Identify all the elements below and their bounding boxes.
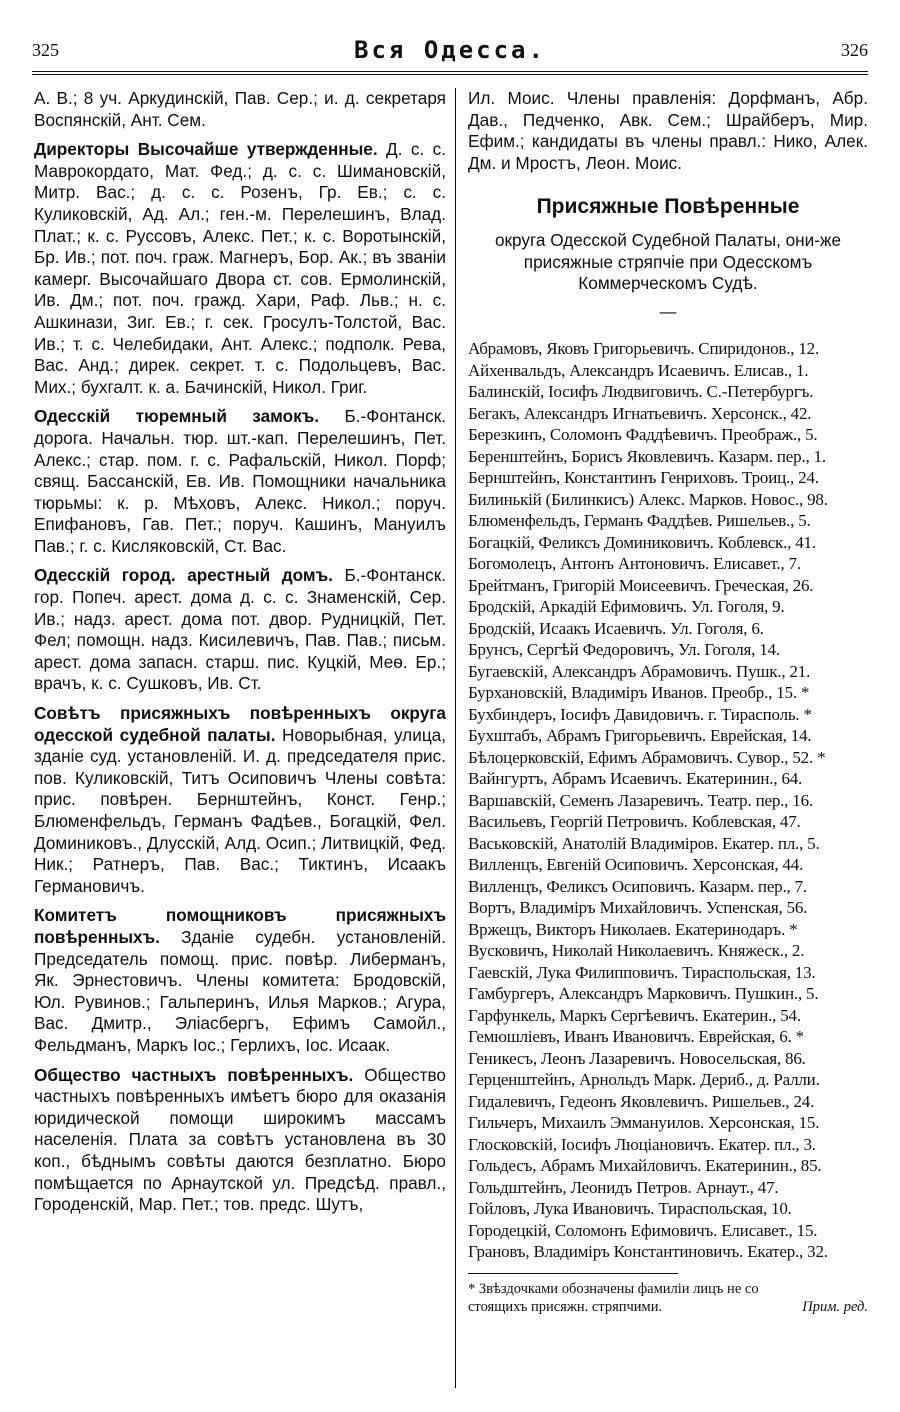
lawyer-entry: Городецкій, Соломонъ Ефимовичъ. Елисавет., 15.: [468, 1220, 818, 1240]
lawyer-entry: Вилленцъ, Евгеній Осиповичъ. Херсонская, 44.: [468, 855, 804, 875]
lawyer-entry: Васильевъ, Георгій Петровичъ. Коблевская, 47.: [468, 812, 801, 832]
lawyer-entry: Гольдесъ, Абрамъ Михайловичъ. Екатеринин., 85.: [468, 1156, 822, 1176]
lawyer-entry: Беренштейнъ, Борисъ Яковлевичъ. Казарм. пер., 1.: [468, 446, 826, 466]
lawyer-entry: Брейтманъ, Григорій Моисеевичъ. Греческая, 26.: [468, 575, 814, 595]
lawyer-entry: Гаевскій, Лука Филипповичъ. Тираспольская, 13.: [468, 962, 816, 982]
lawyer-entry: Богомолецъ, Антонъ Антоновичъ. Елисавет., 7.: [468, 554, 801, 574]
heading-society: Общество частныхъ повѣренныхъ.: [34, 1064, 354, 1085]
lawyer-entry: Бугаевскій, Александръ Абрамовичъ. Пушк., 21.: [468, 661, 811, 681]
lawyer-entry: Вржещъ, Викторъ Николаев. Екатеринодаръ. *: [468, 919, 798, 939]
lawyer-entry: Бурхановскій, Владиміръ Иванов. Преобр., 15. *: [468, 683, 810, 703]
lawyer-entry: Вилленцъ, Феликсъ Осиповичъ. Казарм. пер., 7.: [468, 876, 807, 896]
lawyer-entry: Блюменфельдъ, Германъ Фаддѣев. Ришельев., 5.: [468, 511, 811, 531]
footnote-signature: Прим. ред.: [802, 1298, 868, 1315]
heading-prison: Одесскій тюремный замокъ.: [34, 406, 320, 427]
lawyer-entry: Бухштабъ, Абрамъ Григорьевичъ. Еврейская, 14.: [468, 726, 812, 746]
paragraph-council: Совѣтъ присяжныхъ повѣренныхъ округа одесской судебной палаты. Новорыбная, улица, зданіе суд. установленій. И. д. председателя прис. пов. Куликовскій, Титъ Осиповичъ Члены совѣта: прис. повѣрен. Бернштейнъ, Конст. Генр.; Блюменфельдъ, Германъ Фадѣев., Богацкій, Фел. Доминиковъ., Длусскій, Алд. Осип.; Литвицкій, Фед. Ник.; Ратнеръ, Пав. Вас.; Тиктинъ, Исаакъ Германовичъ.: [34, 703, 446, 896]
lawyer-entry: Гольдштейнъ, Леонидъ Петров. Арнаут., 47.: [468, 1177, 779, 1197]
paragraph-society: Общество частныхъ повѣренныхъ. Общество частныхъ повѣренныхъ имѣетъ бюро для оказанія юридической помощи широкимъ массамъ населенія. Плата за совѣтъ установлена въ 30 коп., бѣднымъ совѣты даются безплатно. Бюро помѣщается по Арнаутской ул. Предсѣд. правл., Городенскій, Мар. Пет.; тов. предс. Шутъ,: [34, 1064, 446, 1215]
lawyer-entry: Вайнгуртъ, Абрамъ Исаевичъ. Екатеринин., 64.: [468, 769, 803, 789]
footnote-line-2: стоящихъ присяжн. стряпчими.: [468, 1298, 663, 1315]
lawyer-entry: Гамбургеръ, Александръ Марковичъ. Пушкин., 5.: [468, 984, 819, 1004]
header-rule-double: [32, 74, 868, 75]
lawyer-entry: Абрамовъ, Яковъ Григорьевичъ. Спиридонов., 12.: [468, 339, 820, 359]
lawyer-entry: Гидалевичъ, Гедеонъ Яковлевичъ. Ришельев., 24.: [468, 1091, 815, 1111]
lawyer-entry: Гильчеръ, Михаилъ Эммануилов. Херсонская, 15.: [468, 1113, 820, 1133]
heading-council: Совѣтъ присяжныхъ повѣренныхъ округа одесской судебной палаты.: [34, 703, 446, 745]
lawyer-entry: Геникесъ, Леонъ Лазаревичъ. Новосельская, 86.: [468, 1048, 806, 1068]
lawyer-list: [468, 338, 868, 1263]
heading-committee: Комитетъ помощниковъ присяжныхъ повѣренныхъ.: [34, 905, 446, 947]
running-title: Вся Одесса.: [354, 36, 546, 64]
paragraph-arrest-house: Одесскій город. арестный домъ. Б.-Фонтанск. гор. Попеч. арест. дома д. с. с. Знаменскій, Сер. Ив.; надз. арест. дома пот. двор. Рудницкій, Пет. Фел; помощн. надз. Кисилевичъ, Пав. Пав.; письм. арест. дома запасн. старш. пис. Куцкій, Меѳ. Ер.; врачъ, к. с. Сушковъ, Ив. Ст.: [34, 565, 446, 694]
paragraph-directors: Директоры Высочайше утвержденные. Д. с. с. Маврокордато, Мат. Фед.; д. с. с. Шимановскій, Митр. Вас.; д. с. с. Розенъ, Гр. Ев.; с. с. Куликовскій, Ад. Ал.; ген.-м. Перелешинъ, Влад. Плат.; к. с. Руссовъ, Алекс. Пет.; к. с. Воротынскій, Бр. Ив.; пот. поч. граж. Магнеръ, Бор. Ак.; въ званіи камерг. Высочайшаго Двора ст. сов. Ермолинскій, Ив. Дм.; пот. поч. гражд. Хари, Раф. Льв.; н. с. Ашкинази, Зиг. Ев.; г. сек. Гросулъ-Толстой, Вас. Ив.; т. с. Челебидаки, Ант. Алекс.; подполк. Рева, Вас. Анд.; дирек. секрет. т. с. Подольцевъ, Вас. Мих.; бухгалт. к. а. Бачинскій, Никол. Григ.: [34, 139, 446, 397]
page-number-left: 325: [32, 40, 59, 60]
lawyer-entry: Глосковскій, Іосифъ Люціановичъ. Екатер. пл., 3.: [468, 1134, 816, 1154]
paragraph-committee: Комитетъ помощниковъ присяжныхъ повѣренныхъ. Зданіе судебн. установленій. Председатель помощ. прис. повѣр. Либерманъ, Як. Эрнестовичъ. Члены комитета: Бродовскій, Юл. Рувинов.; Гальперинъ, Илья Марков.; Агура, Вас. Дмитр., Эліасбергъ, Ефимъ Самойл., Фельдманъ, Маркъ Іос.; Герлихъ, Іос. Исаак.: [34, 905, 446, 1055]
lawyer-entry: Балинскій, Іосифъ Людвиговичъ. С.-Петербургъ.: [468, 382, 814, 402]
lawyer-entry: Айхенвальдъ, Александръ Исаевичъ. Елисав., 1.: [468, 360, 809, 380]
lawyer-entry: Герценштейнъ, Арнольдъ Марк. Дериб., д. Ралли.: [468, 1070, 820, 1090]
paragraph-prison: Одесскій тюремный замокъ. Б.-Фонтанск. дорога. Начальн. тюр. шт.-кап. Перелешинъ, Пет. Алекс.; стар. пом. г. с. Рафальскій, Никол. Порф; свящ. Бассанскій, Ев. Ив. Помощники начальника тюрьмы: к. р. Мѣховъ, Алекс. Никол.; поруч. Епифановъ, Гав. Пет.; поруч. Кашинъ, Мануилъ Пав.; г. с. Кисляковскій, Ст. Вас.: [34, 406, 446, 556]
page-number-right: 326: [841, 40, 868, 60]
lawyer-entry: Васьковскій, Анатолій Владиміров. Екатер. пл., 5.: [468, 833, 820, 853]
heading-directors: Директоры Высочайше утвержденные.: [34, 139, 378, 160]
lawyer-entry: Бѣлоцерковскій, Ефимъ Абрамовичъ. Сувор., 52. *: [468, 747, 826, 767]
paragraph-board-continuation: Ил. Моис. Члены правленія: Дорфманъ, Абр. Дав., Педченко, Авк. Сем.; Шрайберъ, Мир. Ефим.; кандидаты въ члены правл.: Нико, Алек. Дм. и Мростъ, Леон. Моис.: [468, 88, 868, 173]
lawyer-entry: Вусковичъ, Николай Николаевичъ. Княжеск., 2.: [468, 941, 805, 961]
lawyer-entry: Гарфункель, Маркъ Сергѣевичъ. Екатерин., 54.: [468, 1005, 801, 1025]
lawyer-entry: Грановъ, Владиміръ Константиновичъ. Екатер., 32.: [468, 1242, 828, 1262]
left-column: [34, 88, 446, 1224]
lawyer-entry: Бродскій, Исаакъ Исаевичъ. Ул. Гоголя, 6.: [468, 618, 764, 638]
lawyer-entry: Березкинъ, Соломонъ Фаддѣевичъ. Преображ., 5.: [468, 425, 818, 445]
page-header: [32, 36, 868, 70]
section-subtitle: округа Одесской Судебной Палаты, они-же присяжные стряпчіе при Одесскомъ Коммерческомъ Судѣ.: [494, 229, 842, 294]
lawyer-entry: Бродскій, Аркадій Ефимовичъ. Ул. Гоголя, 9.: [468, 597, 785, 617]
right-column: [468, 88, 868, 1316]
lawyer-entry: Гойловъ, Лука Ивановичъ. Тираспольская, 10.: [468, 1199, 792, 1219]
separator-dash: —: [659, 301, 677, 321]
footnote: [468, 1280, 868, 1316]
heading-arrest-house: Одесскій город. арестный домъ.: [34, 565, 333, 586]
lawyer-entry: Богацкій, Феликсъ Доминиковичъ. Коблевск., 41.: [468, 532, 816, 552]
paragraph-continuation: А. В.; 8 уч. Аркудинскій, Пав. Сер.; и. д. секретаря Воспянскій, Ант. Сем.: [34, 88, 446, 130]
lawyer-entry: Бегакъ, Александръ Игнатьевичъ. Херсонск., 42.: [468, 403, 812, 423]
header-rule: [32, 71, 868, 72]
footnote-line-1: * Звѣздочками обозначены фамиліи лицъ не со: [468, 1280, 759, 1297]
lawyer-entry: Бухбиндеръ, Іосифъ Давидовичъ. г. Тирасполь. *: [468, 704, 812, 724]
lawyer-entry: Билинькій (Билинкисъ) Алекс. Марков. Новос., 98.: [468, 489, 828, 509]
lawyer-entry: Гемюшліевъ, Иванъ Ивановичъ. Еврейская, 6. *: [468, 1027, 804, 1047]
footnote-rule: [468, 1273, 678, 1274]
section-title: Присяжные Повѣренные: [536, 195, 800, 219]
lawyer-entry: Варшавскій, Семенъ Лазаревичъ. Театр. пер., 16.: [468, 790, 813, 810]
lawyer-entry: Бернштейнъ, Константинъ Генриховъ. Троиц., 24.: [468, 468, 819, 488]
column-divider: [455, 88, 456, 1388]
lawyer-entry: Брунсъ, Сергѣй Федоровичъ, Ул. Гоголя, 14.: [468, 640, 780, 660]
lawyer-entry: Вортъ, Владиміръ Михайловичъ. Успенская, 56.: [468, 898, 808, 918]
